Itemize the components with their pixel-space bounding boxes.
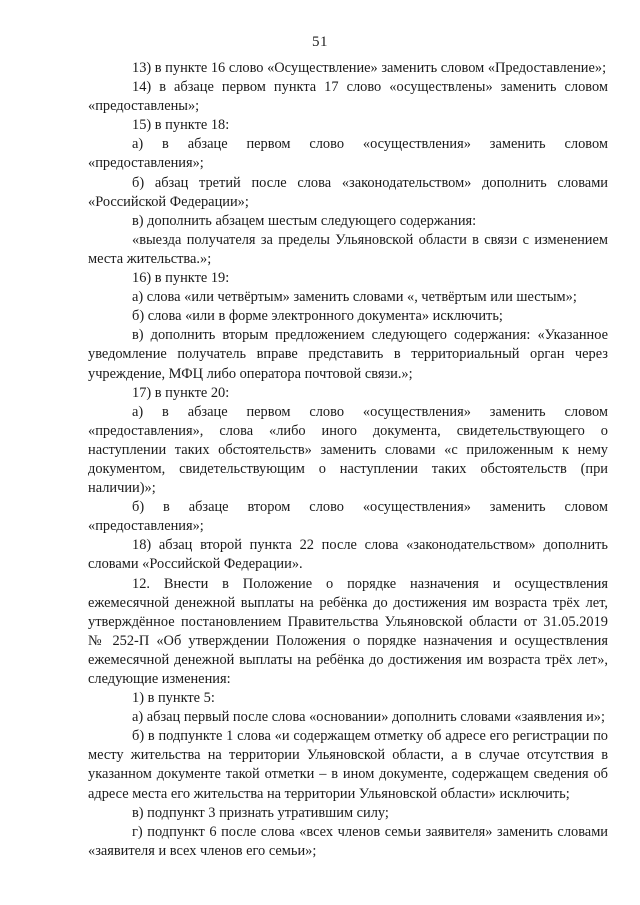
paragraph: 16) в пункте 19: bbox=[132, 270, 230, 287]
paragraph: 14) в абзаце первом пункта 17 слово «осуществлены» заменить словом «предоставлены»; bbox=[88, 79, 608, 115]
paragraph: а) в абзаце первом слово «осуществления» заменить словом «предоставления»; bbox=[88, 136, 608, 172]
paragraph: б) в абзаце втором слово «осуществления» заменить словом «предоставления»; bbox=[88, 499, 608, 535]
paragraph: в) дополнить вторым предложением следующего содержания: «Указанное уведомление получатель вправе представить в территориальный орган через учреждение, МФЦ либо оператора почтовой связи.»; bbox=[88, 327, 608, 382]
paragraph: 13) в пункте 16 слово «Осуществление» заменить словом «Предоставление»; bbox=[132, 60, 607, 76]
paragraph: а) в абзаце первом слово «осуществления» заменить словом «предоставления», слова «либо иного документа, свидетельствующего о наступлении таких обстоятельств» заменить словами «с приложенным к нему документом, свидетельствующим о наступлении таких обстоятельств (при наличии)»; bbox=[88, 403, 608, 497]
paragraph: б) в подпункте 1 слова «и содержащем отметку об адресе его регистрации по месту жительства на территории Ульяновской области, а в случае отсутствия в указанном документе такой отметки – в ином документе, содержащем сведения об адресе места его жительства на территории Ульяновской области» исключить; bbox=[88, 728, 608, 802]
paragraph: в) дополнить абзацем шестым следующего содержания: bbox=[132, 212, 477, 229]
paragraph: 1) в пункте 5: bbox=[132, 690, 215, 707]
paragraph: 15) в пункте 18: bbox=[132, 117, 230, 134]
document-body bbox=[88, 59, 608, 861]
page-number: 51 bbox=[312, 34, 328, 50]
paragraph: а) слова «или четвёртым» заменить словами «, четвёртым или шестым»; bbox=[132, 289, 577, 306]
paragraph: в) подпункт 3 признать утратившим силу; bbox=[132, 804, 389, 821]
paragraph: б) абзац третий после слова «законодательством» дополнить словами «Российской Федерации»; bbox=[88, 174, 608, 210]
paragraph: 18) абзац второй пункта 22 после слова «законодательством» дополнить словами «Российской Федерации». bbox=[88, 537, 608, 573]
paragraph: б) слова «или в форме электронного документа» исключить; bbox=[132, 308, 503, 325]
paragraph: а) абзац первый после слова «основании» дополнить словами «заявления и»; bbox=[132, 709, 605, 726]
paragraph: «выезда получателя за пределы Ульяновской области в связи с изменением места жительства.»; bbox=[88, 231, 608, 267]
paragraph: 12. Внести в Положение о порядке назначения и осуществления ежемесячной денежной выплаты на ребёнка до достижения им возраста трёх лет, утверждённое постановлением Правительства Ульяновской области от 31.05.2019 № 252-П «Об утверждении Положения о порядке назначения и осуществления ежемесячной денежной выплаты на ребёнка до достижения им возраста трёх лет», следующие изменения: bbox=[88, 575, 608, 687]
paragraph: 17) в пункте 20: bbox=[132, 384, 230, 401]
paragraph: г) подпункт 6 после слова «всех членов семьи заявителя» заменить словами «заявителя и всех членов его семьи»; bbox=[88, 823, 608, 859]
